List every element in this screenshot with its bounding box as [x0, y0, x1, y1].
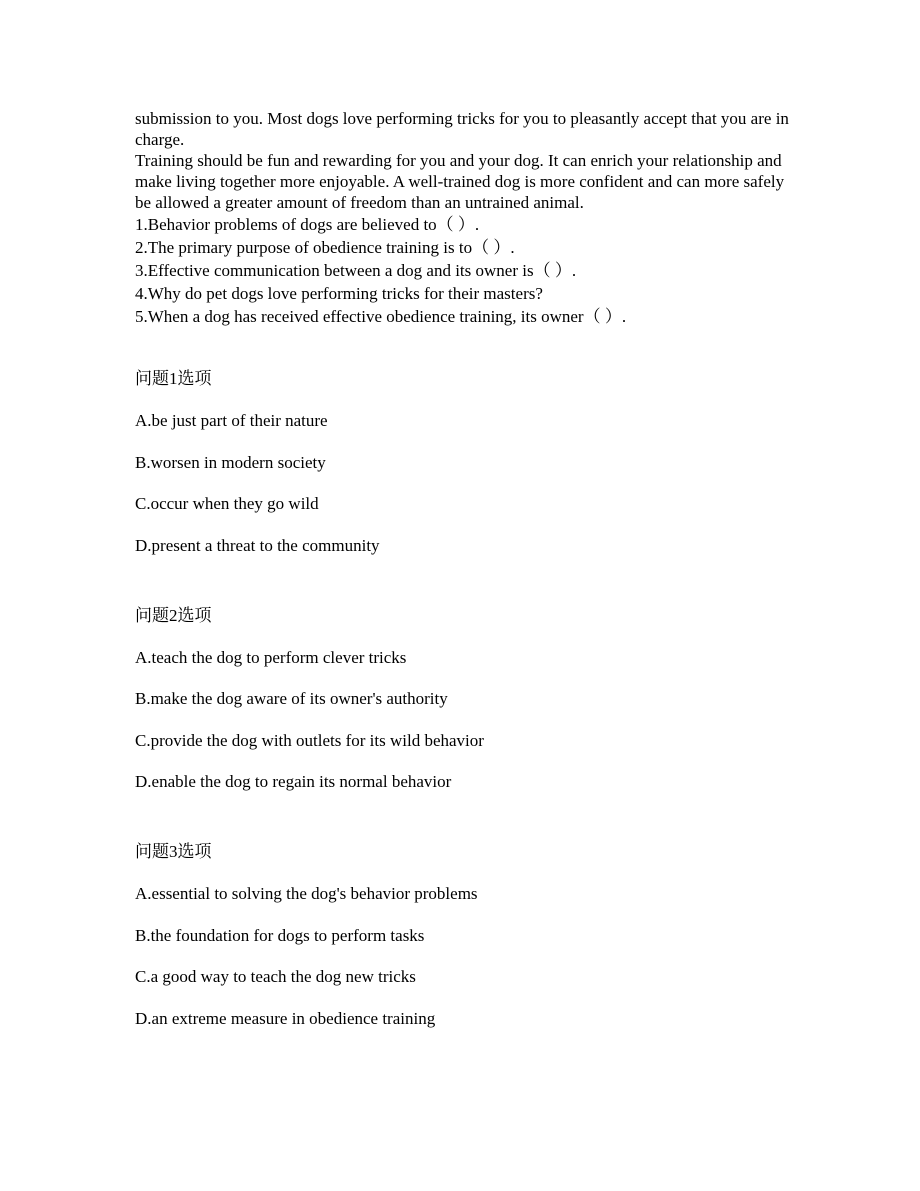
question-item: 1.Behavior problems of dogs are believed to（ ）.	[135, 215, 480, 234]
option-item: A.be just part of their nature	[135, 411, 328, 430]
passage-paragraph: submission to you. Most dogs love performing tricks for you to pleasantly accept that you are in charge.	[135, 109, 789, 149]
option-group-title: 问题3选项	[135, 842, 212, 861]
option-group-title: 问题2选项	[135, 605, 212, 625]
option-item: B.the foundation for dogs to perform tasks	[135, 925, 425, 945]
question-item: 2.The primary purpose of obedience training is to（ ）.	[135, 238, 515, 257]
question-item: 3.Effective communication between a dog and its owner is（ ）.	[135, 261, 577, 280]
option-item: B.make the dog aware of its owner's authority	[135, 689, 448, 708]
option-item: C.a good way to teach the dog new tricks	[135, 967, 416, 986]
option-group-title: 问题1选项	[135, 369, 212, 388]
passage-paragraph: Training should be fun and rewarding for you and your dog. It can enrich your relationship and make living together more enjoyable. A well-trained dog is more confident and can more safely be allowed a greater amount of freedom than an untrained animal.	[135, 151, 785, 212]
option-group-3	[135, 842, 795, 1029]
option-item: D.present a threat to the community	[135, 535, 380, 555]
option-item: C.occur when they go wild	[135, 494, 319, 513]
option-group-2	[135, 606, 795, 793]
document-page	[135, 108, 795, 1050]
question-item: 4.Why do pet dogs love performing tricks for their masters?	[135, 284, 543, 303]
reading-passage	[135, 108, 795, 213]
option-item: C.provide the dog with outlets for its wild behavior	[135, 730, 484, 750]
question-item: 5.When a dog has received effective obedience training, its owner（ ）.	[135, 307, 627, 326]
option-group-1	[135, 369, 795, 556]
option-item: D.enable the dog to regain its normal behavior	[135, 772, 452, 791]
option-item: A.teach the dog to perform clever tricks	[135, 647, 407, 667]
option-item: A.essential to solving the dog's behavior problems	[135, 884, 478, 903]
option-item: D.an extreme measure in obedience training	[135, 1008, 436, 1028]
option-item: B.worsen in modern society	[135, 452, 326, 472]
question-list	[135, 213, 795, 328]
